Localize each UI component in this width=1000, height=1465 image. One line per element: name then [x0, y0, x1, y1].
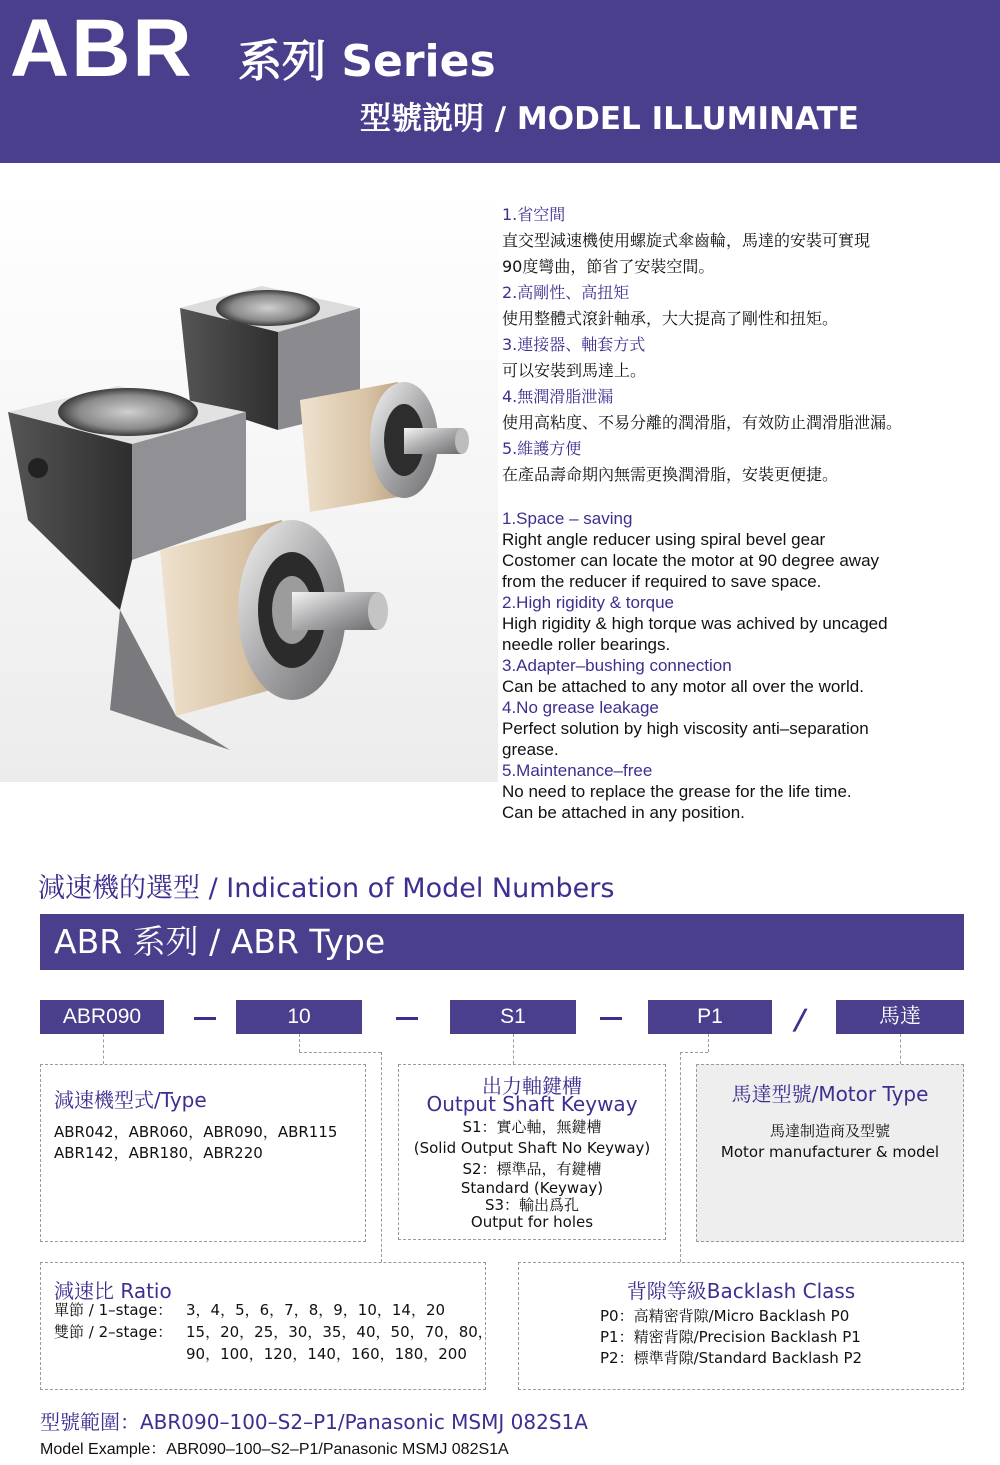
code-separator-1: [194, 1017, 216, 1020]
code-model: ABR090: [40, 1000, 164, 1034]
connector-backlash-c: [680, 1052, 681, 1262]
type-box-line-1: ABR042，ABR060，ABR090，ABR115: [54, 1123, 338, 1141]
connector-ratio-c: [381, 1052, 382, 1262]
backlash-line-3: P2：標準背隙/Standard Backlash P2: [600, 1349, 863, 1367]
feature-en-3-line-1: Can be attached to any motor all over the world.: [502, 677, 864, 696]
feature-en-1-heading: 1.Space – saving: [502, 509, 633, 528]
product-image: [0, 190, 498, 782]
code-separator-3: [600, 1017, 622, 1020]
keyway-line-1: S1：實心軸，無鍵槽: [462, 1118, 602, 1136]
motor-line-2: Motor manufacturer & model: [720, 1143, 940, 1161]
ratio-stage1-label: 單節 / 1–stage：: [54, 1301, 173, 1319]
code-ratio: 10: [236, 1000, 362, 1034]
code-keyway: S1: [450, 1000, 576, 1034]
ratio-stage1-values: 3，4，5，6，7，8，9，10，14，20: [186, 1301, 446, 1319]
connector-ratio-b: [299, 1052, 381, 1053]
feature-en-4-line-2: grease.: [502, 740, 559, 759]
feature-en-2-line-2: needle roller bearings.: [502, 635, 671, 654]
keyway-line-4: Standard (Keyway): [460, 1179, 604, 1197]
type-band-title: ABR 系列 / ABR Type: [54, 922, 386, 961]
backlash-line-1: P0：高精密背隙/Micro Backlash P0: [600, 1307, 850, 1325]
feature-zh-1-line-1: 直交型減速機使用螺旋式傘齒輪，馬達的安裝可實現: [502, 231, 871, 250]
feature-en-1-line-1: Right angle reducer using spiral bevel gear: [502, 530, 826, 549]
feature-en-1-line-2: Costomer can locate the motor at 90 degree away: [502, 551, 880, 570]
model-example-zh: 型號範圍：ABR090–100–S2–P1/Panasonic MSMJ 082S1A: [40, 1410, 588, 1434]
ratio-stage2-label: 雙節 / 2–stage：: [54, 1323, 173, 1341]
type-box-line-2: ABR142，ABR180，ABR220: [54, 1144, 263, 1162]
feature-en-5-heading: 5.Maintenance–free: [502, 761, 653, 780]
type-box-title: 減速機型式/Type: [54, 1088, 207, 1112]
motor-line-1: 馬達制造商及型號: [769, 1122, 890, 1140]
connector-backlash-b: [680, 1052, 708, 1053]
feature-zh-1-heading: 1.省空間: [502, 205, 566, 224]
series-title: 系列 Series: [238, 36, 496, 87]
feature-zh-1-line-2: 90度彎曲，節省了安裝空間。: [502, 257, 715, 276]
code-separator-2: [396, 1017, 418, 1020]
backlash-line-2: P1：精密背隙/Precision Backlash P1: [600, 1328, 861, 1346]
feature-en-2-line-1: High rigidity & high torque was achived by uncaged: [502, 614, 888, 633]
feature-en-4-heading: 4.No grease leakage: [502, 698, 659, 717]
page-subtitle: 型號説明 / MODEL ILLUMINATE: [360, 101, 859, 137]
keyway-box-title-zh: 出力軸鍵槽: [482, 1074, 582, 1098]
feature-zh-5-heading: 5.維護方便: [502, 439, 582, 458]
feature-zh-2-heading: 2.高剛性、高扭矩: [502, 283, 630, 302]
connector-keyway: [513, 1034, 514, 1064]
feature-en-4-line-1: Perfect solution by high viscosity anti–separation: [502, 719, 869, 738]
ratio-stage2-values-1: 15，20，25，30，35，40，50，70，80，: [186, 1323, 493, 1341]
code-motor: 馬達: [836, 1000, 964, 1034]
connector-ratio-a: [299, 1034, 300, 1052]
feature-zh-3-line-1: 可以安裝到馬達上。: [502, 361, 647, 380]
features-zh: [502, 202, 992, 488]
code-slash: /: [791, 1003, 809, 1036]
keyway-line-2: (Solid Output Shaft No Keyway): [413, 1139, 651, 1157]
connector-model: [103, 1034, 104, 1064]
feature-zh-3-heading: 3.連接器、軸套方式: [502, 335, 646, 354]
model-example-en: Model Example：ABR090–100–S2–P1/Panasonic MSMJ 082S1A: [40, 1441, 509, 1458]
connector-motor: [900, 1034, 901, 1064]
features-en: [502, 508, 992, 823]
keyway-line-6: Output for holes: [470, 1213, 594, 1231]
code-backlash: P1: [648, 1000, 772, 1034]
keyway-line-5: S3：輸出爲孔: [484, 1196, 580, 1214]
feature-en-5-line-1: No need to replace the grease for the life time.: [502, 782, 852, 801]
backlash-box-title: 背隙等級Backlash Class: [626, 1279, 856, 1303]
feature-en-1-line-3: from the reducer if required to save space.: [502, 572, 822, 591]
feature-zh-5-line-1: 在產品壽命期內無需更換潤滑脂，安裝更便捷。: [502, 465, 839, 484]
keyway-line-3: S2：標準品，有鍵槽: [462, 1160, 602, 1178]
motor-box-title: 馬達型號/Motor Type: [731, 1082, 929, 1106]
ratio-box-title: 減速比 Ratio: [54, 1279, 172, 1303]
feature-en-2-heading: 2.High rigidity & torque: [502, 593, 674, 612]
feature-zh-4-line-1: 使用高粘度、不易分離的潤滑脂，有效防止潤滑脂泄漏。: [502, 413, 903, 432]
feature-en-3-heading: 3.Adapter–bushing connection: [502, 656, 732, 675]
feature-zh-4-heading: 4.無潤滑脂泄漏: [502, 387, 614, 406]
keyway-box-title-en: Output Shaft Keyway: [426, 1092, 638, 1116]
series-logo-text: ABR: [10, 3, 194, 94]
connector-backlash-a: [708, 1034, 709, 1052]
feature-en-5-line-2: Can be attached in any position.: [502, 803, 745, 822]
section-heading: 減速機的選型 / Indication of Model Numbers: [38, 873, 615, 904]
feature-zh-2-line-1: 使用整體式滾針軸承，大大提高了剛性和扭矩。: [502, 309, 839, 328]
ratio-stage2-values-2: 90，100，120，140，160，180，200: [186, 1345, 467, 1363]
